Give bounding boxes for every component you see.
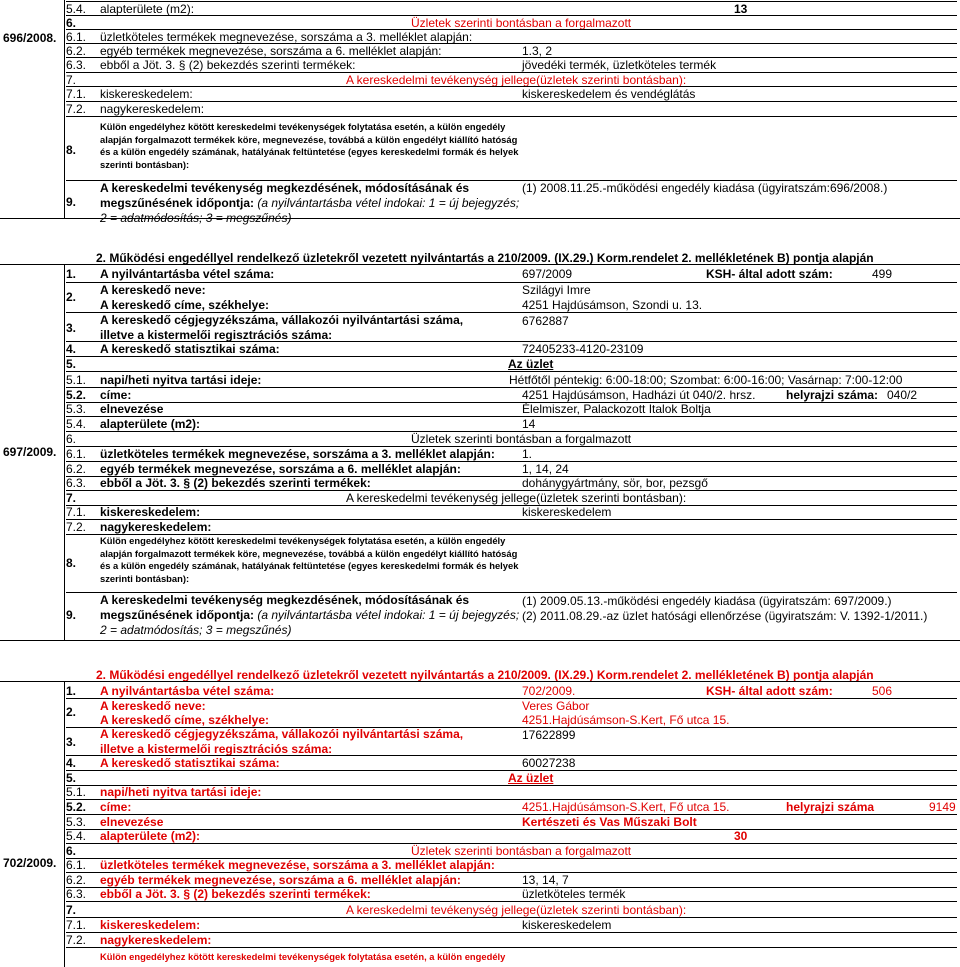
registration-number: 702/2009. — [3, 856, 57, 870]
row-7-1: 7.1. kiskereskedelem: kiskereskedelem — [66, 918, 612, 932]
row-5-2: 5.2. címe: 4251 Hajdúsámson, Hadházi út 040/2. hrsz. helyrajzi száma: 040/2 — [66, 388, 918, 402]
row-5-3: 5.3. elnevezése Kertészeti és Vas Műszaki Bolt — [66, 815, 697, 829]
row-2a: A kereskedő neve: Veres Gábor — [100, 699, 590, 713]
row-8-text: Külön engedélyhez kötött kereskedelmi tevékenységek folytatása esetén, a külön engedély alapján forgalmazott termékek köre, megnevezése, továbbá a külön engedélyt kiállító hatóság és a külön engedély számának, hatályának feltüntetése (egyes kereskedelmi formák és helyek szerinti bontásban): — [100, 121, 519, 170]
row-6: 6. Üzletek szerinti bontásban a forgalmazott — [66, 844, 632, 858]
row-4: 4. A kereskedő statisztikai száma: 60027238 — [66, 756, 576, 770]
row-5-3: 5.3. elnevezése Élelmiszer, Palackozott Italok Boltja — [66, 402, 711, 416]
row-8-text: Külön engedélyhez kötött kereskedelmi tevékenységek folytatása esetén, a külön engedély alapján forgalmazott termékek köre, megnevezése, továbbá a külön engedélyt kiállító hatóság és a külön engedély számának, hatályának feltüntetése (egyes kereskedelmi formák és helyek szerinti bontásban): — [100, 535, 519, 584]
row-9-num: 9. — [66, 195, 77, 209]
row-6-2: 6.2. egyéb termékek megnevezése, sorszáma a 6. melléklet alapján: 1.3, 2 — [66, 43, 957, 58]
row-6: 6. Üzletek szerinti bontásban a forgalmazott — [66, 432, 632, 446]
row-6-2: 6.2. egyéb termékek megnevezése, sorszáma a 6. melléklet alapján: 1, 14, 24 — [66, 462, 569, 476]
row-5-2: 5.2. címe: 4251.Hajdúsámson-S.Kert, Fő utca 15. helyrajzi száma 9149 — [66, 800, 956, 814]
row-3-label: A kereskedő cégjegyzékszáma, vállakozói nyilvántartási száma, illetve a kistermelői regisztrációs száma: — [100, 313, 464, 342]
row-7-1: 7.1. kiskereskedelem: kiskereskedelem és vendéglátás — [66, 86, 957, 101]
row-1: 1. A nyilvántartásba vétel száma: 697/2009 KSH- által adott szám: 499 — [66, 267, 893, 281]
row-7: 7. A kereskedelmi tevékenység jellege(üzletek szerinti bontásban): — [66, 491, 687, 505]
row-5-4: 5.4. alapterülete (m2): 14 — [66, 417, 536, 431]
row-7-1: 7.1. kiskereskedelem: kiskereskedelem — [66, 505, 612, 519]
record-heading: 2. Működési engedéllyel rendelkező üzletekről vezetett nyilvántartás a 210/2009. (IX.29.) Korm.rendelet 2. mellékletének B) pontja alapján — [96, 251, 874, 265]
row-6-3: 6.3. ebből a Jöt. 3. § (2) bekezdés szerinti termékek: üzletköteles termék — [66, 887, 626, 901]
row-6-1: 6.1. üzletköteles termékek megnevezése, sorszáma a 3. melléklet alapján: — [66, 858, 495, 872]
row-6: 6. Üzletek szerinti bontásban a forgalmazott — [66, 15, 957, 30]
area-value: 13 — [734, 2, 748, 16]
row-8-text: Külön engedélyhez kötött kereskedelmi tevékenységek folytatása esetén, a külön engedély — [100, 951, 506, 962]
row-5-4: 5.4. alapterülete (m2): 13 — [66, 1, 957, 16]
row-7: 7. A kereskedelmi tevékenység jellege(üzletek szerinti bontásban): — [66, 72, 957, 87]
row-1: 1. A nyilvántartásba vétel száma: 702/2009. KSH- által adott szám: 506 — [66, 684, 893, 698]
row-6-3: 6.3. ebből a Jöt. 3. § (2) bekezdés szerinti termékek: jövedéki termék, üzletköteles termék — [66, 57, 957, 72]
row-5: 5. Az üzlet — [66, 357, 554, 371]
row-5-4: 5.4. alapterülete (m2): 30 — [66, 829, 748, 843]
row-7-2: 7.2. nagykereskedelem: — [66, 933, 212, 947]
row-9-text: A kereskedelmi tevékenység megkezdésének, módosításának és megszűnésének időpontja: (a nyilvántartásba vétel indokai: 1 = új bejegyzés; 2 = adatmódosítás; 3 = megszűnés) — [100, 593, 520, 637]
row-7-2: 7.2. nagykereskedelem: — [66, 101, 957, 116]
row-6-1: 6.1. üzletköteles termékek megnevezése, sorszáma a 3. melléklet alapján: 1. — [66, 447, 533, 461]
record-heading: 2. Működési engedéllyel rendelkező üzletekről vezetett nyilvántartás a 210/2009. (IX.29.) Korm.rendelet 2. mellékletének B) pontja alapján — [96, 668, 874, 682]
row-2a: A kereskedő neve: Szilágyi Imre — [100, 283, 591, 297]
row-7-2: 7.2. nagykereskedelem: — [66, 520, 212, 534]
row-5-1: 5.1. napi/heti nyitva tartási ideje: — [66, 785, 262, 799]
registration-number: 696/2008. — [3, 31, 57, 45]
row-4: 4. A kereskedő statisztikai száma: 72405233-4120-23109 — [66, 342, 644, 356]
row-2b: A kereskedő címe, székhelye: 4251 Hajdúsámson, Szondi u. 13. — [100, 298, 703, 312]
row-2b: A kereskedő címe, székhelye: 4251.Hajdúsámson-S.Kert, Fő utca 15. — [100, 713, 730, 727]
row-9-value: (1) 2008.11.25.-működési engedély kiadása (ügyiratszám:696/2008.) — [522, 181, 888, 195]
row-6-1: 6.1. üzletköteles termékek megnevezése, sorszáma a 3. melléklet alapján: — [66, 29, 957, 44]
row-7: 7. A kereskedelmi tevékenység jellege(üzletek szerinti bontásban): — [66, 903, 687, 917]
row-6-3: 6.3. ebből a Jöt. 3. § (2) bekezdés szerinti termékek: dohánygyártmány, sör, bor, pezsgő — [66, 476, 708, 490]
registration-number: 697/2009. — [3, 445, 57, 459]
row-3-label: A kereskedő cégjegyzékszáma, vállakozói nyilvántartási száma, illetve a kistermelői regisztrációs száma: — [100, 727, 464, 756]
row-9-text: A kereskedelmi tevékenység megkezdésének, módosításának és megszűnésének időpontja: (a nyilvántartásba vétel indokai: 1 = új bejegyzés; 2 = adatmódosítás; 3 = megszűnés) — [100, 181, 520, 225]
row-8-num: 8. — [66, 143, 77, 157]
row-5-1: 5.1. napi/heti nyitva tartási ideje: Hétfőtől péntekig: 6:00-18:00; Szombat: 6:00-16:00; Vasárnap: 7:00-12:00 — [66, 373, 903, 387]
row-9-value: (1) 2009.05.13.-működési engedély kiadása (ügyiratszám: 697/2009.) (2) 2011.08.29.-az üzlet hatósági ellenőrzése (ügyiratszám: V. 1392-1/2011.) — [522, 594, 928, 623]
row-6-2: 6.2. egyéb termékek megnevezése, sorszáma a 6. melléklet alapján: 13, 14, 7 — [66, 873, 569, 887]
row-5: 5. Az üzlet — [66, 771, 554, 785]
